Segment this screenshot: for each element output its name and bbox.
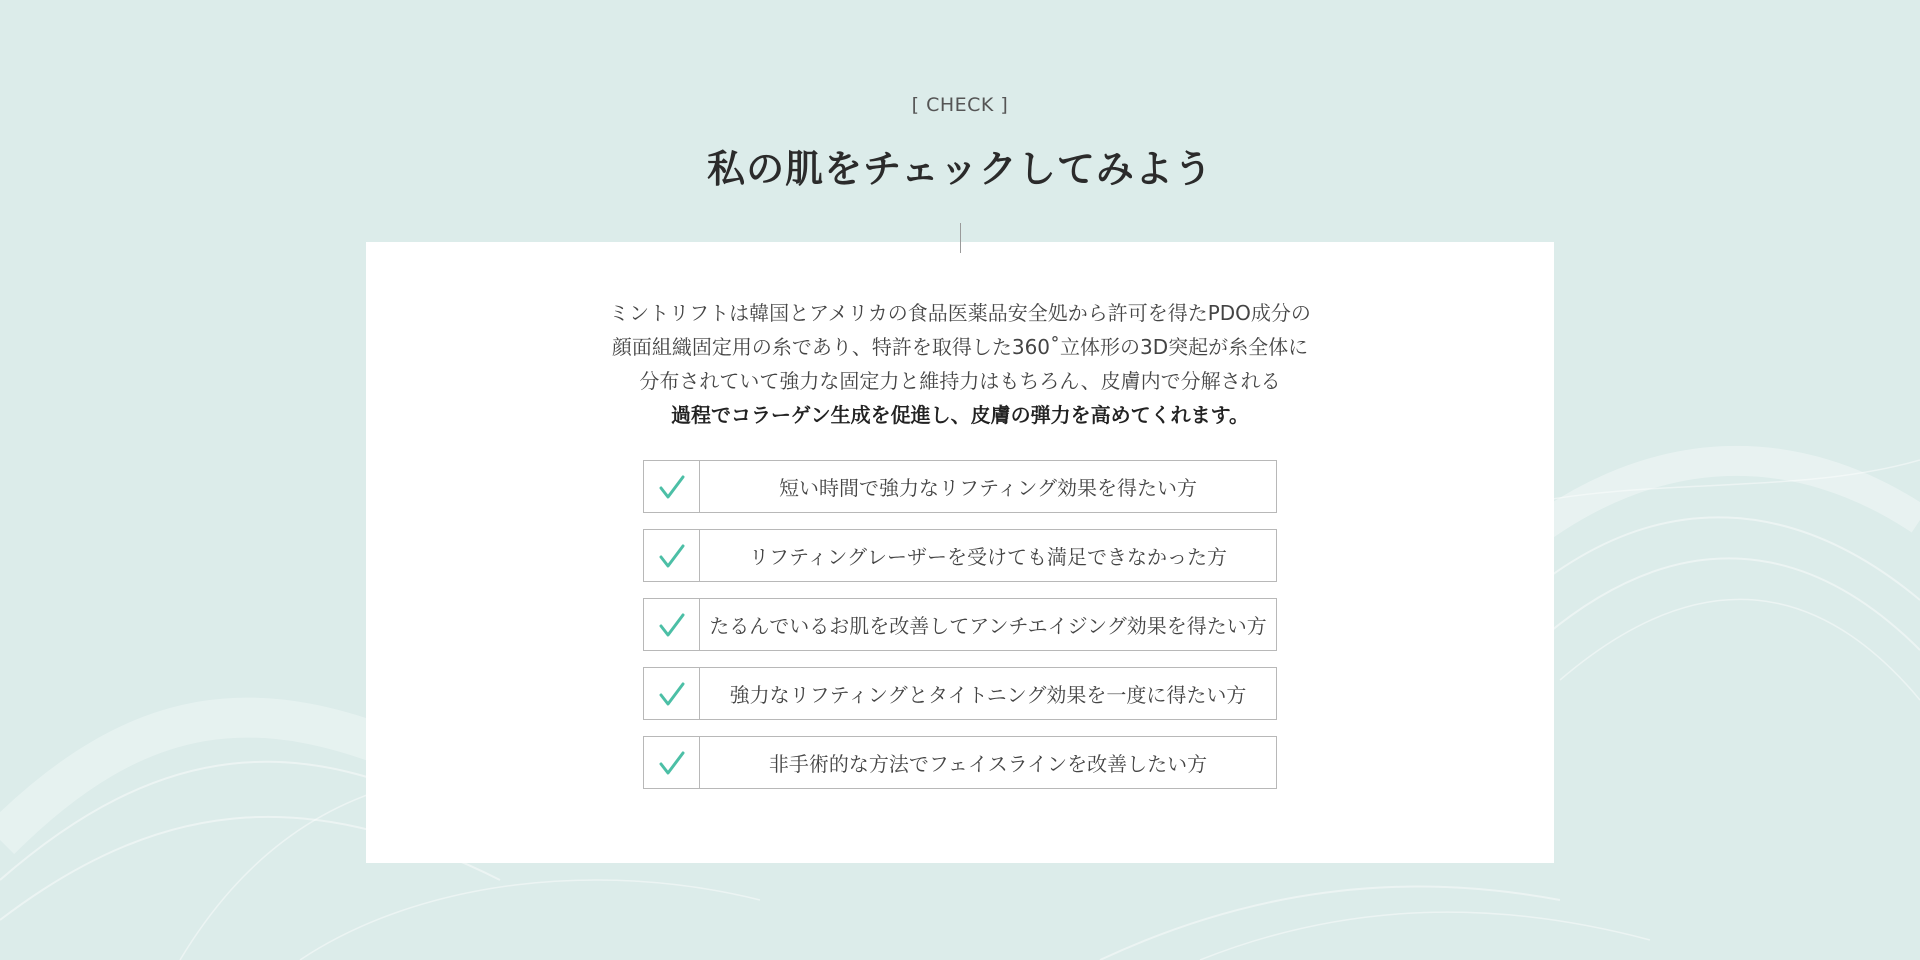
check-box	[644, 737, 700, 788]
check-item-text: 強力なリフティングとタイトニング効果を一度に得たい方	[729, 683, 1247, 707]
intro-line: ミントリフトは韓国とアメリカの食品医薬品安全処から許可を得たPDO成分の	[609, 301, 1311, 325]
check-icon	[658, 612, 686, 638]
intro-line: 顔面組織固定用の糸であり、特許を取得した360˚立体形の3D突起が糸全体に	[611, 335, 1309, 359]
intro-line: 分布されていて強力な固定力と維持力はもちろん、皮膚内で分解される	[639, 369, 1281, 393]
check-list	[643, 460, 1277, 805]
check-box	[644, 461, 700, 512]
check-item-text: たるんでいるお肌を改善してアンチエイジング効果を得たい方	[709, 614, 1267, 638]
check-item-text: 非手術的な方法でフェイスラインを改善したい方	[768, 752, 1208, 776]
section-eyebrow: [ CHECK ]	[911, 94, 1009, 116]
check-item-text: リフティングレーザーを受けても満足できなかった方	[749, 545, 1227, 569]
check-item-text: 短い時間で強力なリフティング効果を得たい方	[779, 476, 1197, 500]
check-icon	[658, 543, 686, 569]
check-list-item	[643, 460, 1277, 513]
check-list-item	[643, 529, 1277, 582]
check-icon	[658, 750, 686, 776]
check-list-item	[643, 667, 1277, 720]
title-divider	[960, 223, 961, 253]
content-card	[366, 242, 1554, 863]
check-box	[644, 668, 700, 719]
intro-emphasis: 過程でコラーゲン生成を促進し、皮膚の弾力を高めてくれます。	[671, 403, 1249, 427]
check-icon	[658, 474, 686, 500]
check-icon	[658, 681, 686, 707]
check-list-item	[643, 736, 1277, 789]
check-box	[644, 599, 700, 650]
page-title: 私の肌をチェックしてみよう	[707, 147, 1213, 191]
check-list-item	[643, 598, 1277, 651]
check-box	[644, 530, 700, 581]
intro-text	[366, 296, 1554, 432]
